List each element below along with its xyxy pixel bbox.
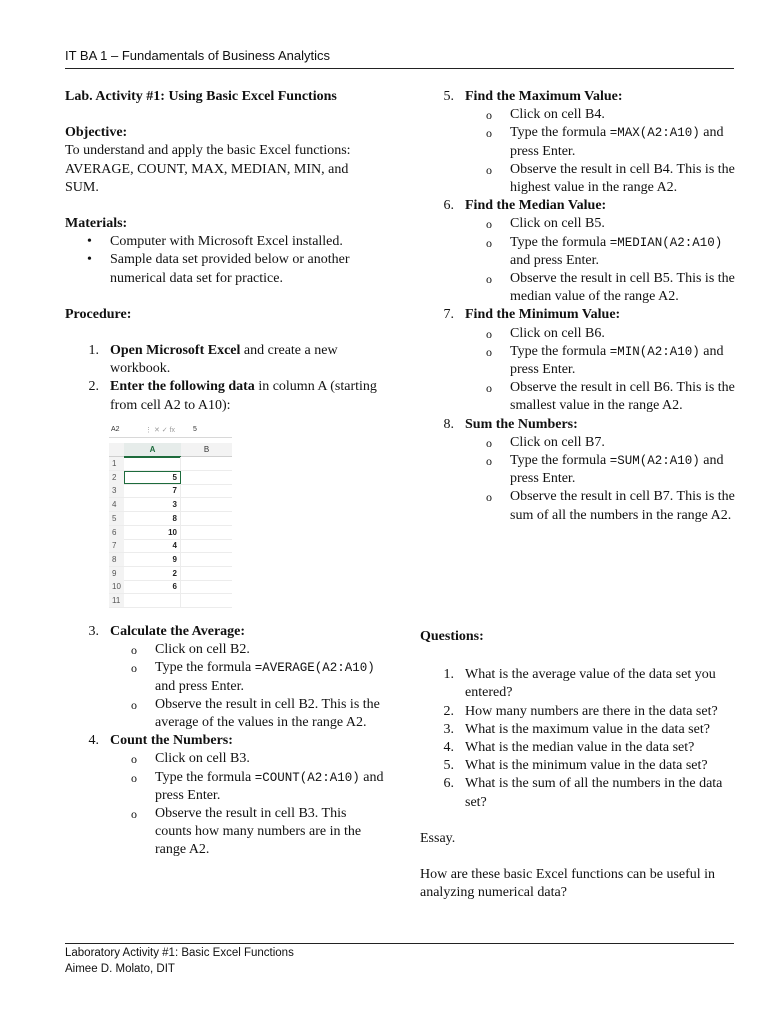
excel-row [109, 539, 232, 553]
cell-a [124, 457, 181, 470]
formula-min: =MIN(A2:A10) [609, 344, 700, 359]
procedure-step-3: 3. Calculate the Average: o Click on cell B2. o Type the formula =AVERAGE(A2:A10) and press Enter. o Observe the result in cell B2. This is the average of the values in the range A2. 4. Count the Numbers: o Click on cell B3. o Type the formula =COUNT(A2:A10) and press Enter. o Observe the result in cell B3. This counts how many numbers are in the range A2. [88, 624, 384, 858]
question-item: 5. What is the minimum value in the data set? [443, 758, 708, 774]
formula-average: =AVERAGE(A2:A10) [254, 661, 375, 676]
essay-label: Essay. [420, 830, 456, 846]
footer-line-2: Aimee D. Molato, DIT [65, 962, 175, 975]
cell-b [181, 512, 232, 525]
procedure-step-6: 6. Find the Median Value: o Click on cell B5. o Type the formula =MEDIAN(A2:A10) and press Enter. o Observe the result in cell B5. This is the median value of the range A2. [443, 198, 735, 305]
objective-section [65, 124, 385, 197]
question-item: 3. What is the maximum value in the data set? [443, 721, 710, 737]
row-number: 9 [109, 567, 124, 580]
excel-snapshot [109, 425, 232, 608]
row-number: 10 [109, 580, 124, 593]
formula-bar [109, 425, 232, 438]
column-header-b: B [181, 443, 232, 457]
questions-section [420, 628, 736, 902]
cell-a: 3 [124, 498, 181, 511]
cell-a: 10 [124, 526, 181, 539]
cell-b [181, 539, 232, 552]
document-footer [65, 946, 294, 977]
cell-a: 2 [124, 567, 181, 580]
cell-b [181, 567, 232, 580]
excel-row [109, 457, 232, 471]
cell-a [124, 594, 181, 607]
question-item: 4. What is the median value in the data set? [443, 740, 695, 756]
activity-title: Lab. Activity #1: Using Basic Excel Functions [65, 89, 337, 104]
cell-b [181, 553, 232, 566]
excel-row [109, 553, 232, 567]
document-header: IT BA 1 – Fundamentals of Business Analytics [65, 48, 330, 63]
footer-line-1: Laboratory Activity #1: Basic Excel Functions [65, 947, 294, 959]
cell-b [181, 471, 232, 484]
footer-rule [65, 943, 734, 944]
excel-row [109, 512, 232, 526]
material-item: • Computer with Microsoft Excel installed. [87, 234, 343, 250]
questions-heading: Questions: [420, 629, 484, 644]
excel-row [109, 498, 232, 512]
question-item: 1. What is the average value of the data set you entered? [443, 667, 716, 701]
cell-a: 6 [124, 580, 181, 593]
formula-sum: =SUM(A2:A10) [609, 454, 700, 469]
excel-row [109, 471, 232, 485]
cell-b [181, 580, 232, 593]
header-rule [65, 68, 734, 69]
cell-b [181, 457, 232, 470]
excel-row [109, 484, 232, 498]
formula-median: =MEDIAN(A2:A10) [609, 235, 723, 250]
materials-heading: Materials: [65, 216, 128, 232]
row-number: 11 [109, 594, 124, 607]
row-number: 2 [109, 471, 124, 484]
excel-row [109, 580, 232, 594]
procedure-step-8: 8. Sum the Numbers: o Click on cell B7. o Type the formula =SUM(A2:A10) and press Enter. o Observe the result in cell B7. This is the sum of all the numbers in the range A2. [443, 416, 735, 523]
cell-a: 4 [124, 539, 181, 552]
essay-question: How are these basic Excel functions can be useful in analyzing numerical data? [420, 867, 716, 901]
row-number: 6 [109, 526, 124, 539]
cell-a: 7 [124, 484, 181, 497]
cell-b [181, 526, 232, 539]
excel-row [109, 594, 232, 608]
row-number: 7 [109, 539, 124, 552]
row-number: 4 [109, 498, 124, 511]
procedure-step-1: 1. Open Microsoft Excel and create a new workbook. [88, 343, 338, 377]
formula-max: =MAX(A2:A10) [609, 126, 700, 141]
row-number: 8 [109, 553, 124, 566]
row-number: 1 [109, 457, 124, 470]
procedure-heading: Procedure: [65, 306, 132, 322]
procedure-step-2: 2. Enter the following data in column A (starting from cell A2 to A10): [88, 379, 377, 413]
cell-a: 8 [124, 512, 181, 525]
materials-section [65, 215, 385, 288]
procedure-step-7: 7. Find the Minimum Value: o Click on cell B6. o Type the formula =MIN(A2:A10) and press Enter. o Observe the result in cell B6. This is the smallest value in the range A2. [443, 307, 735, 414]
material-item: • Sample data set provided below or another numerical data set for practice. [87, 252, 350, 286]
right-column [420, 88, 736, 901]
cell-b [181, 498, 232, 511]
excel-row [109, 526, 232, 540]
objective-heading: Objective: [65, 125, 128, 141]
procedure-step-5: 5. Find the Maximum Value: o Click on cell B4. o Type the formula =MAX(A2:A10) and press Enter. o Observe the result in cell B4. This is the highest value in the range A2. [443, 89, 735, 196]
question-item: 2. How many numbers are there in the data set? [443, 703, 718, 719]
formula-count: =COUNT(A2:A10) [254, 770, 360, 785]
column-header-a: A [124, 443, 181, 458]
cell-a: 5 [124, 471, 181, 484]
cell-b [181, 484, 232, 497]
excel-row [109, 567, 232, 581]
formula-bar-value: 5 [193, 426, 197, 433]
row-number: 3 [109, 484, 124, 497]
name-box: A2 [111, 426, 120, 433]
question-item: 6. What is the sum of all the numbers in the data set? [443, 776, 723, 810]
objective-text: To understand and apply the basic Excel functions: AVERAGE, COUNT, MAX, MEDIAN, MIN, and SUM. [65, 143, 351, 195]
cell-b [181, 594, 232, 607]
fx-icon: ⋮ ✕ ✓ fx [145, 427, 176, 434]
cell-a: 9 [124, 553, 181, 566]
row-number: 5 [109, 512, 124, 525]
header-corner [109, 443, 124, 457]
